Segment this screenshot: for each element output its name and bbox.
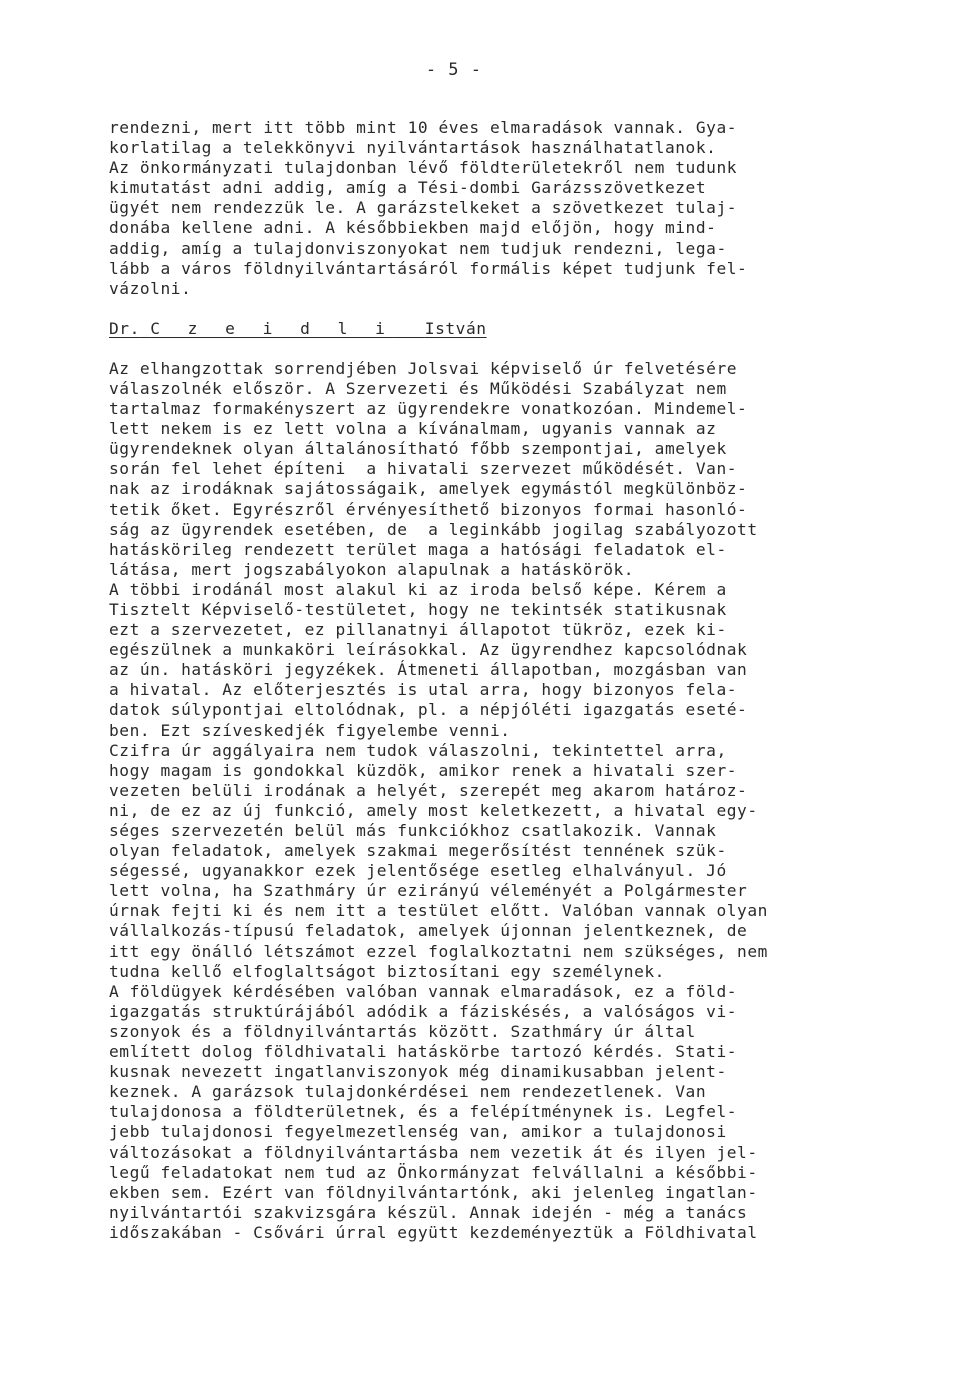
text-line: szonyok és a földnyilvántartás között. Szathmáry úr által [109,1021,696,1041]
speaker-given-name: István [424,318,487,338]
text-line: kusnak nevezett ingatlanviszonyok még dinamikusabban jelent- [109,1062,727,1082]
paragraph-2 [109,359,869,1243]
text-line: időszakában - Csővári úrral együtt kezdeményeztük a Földhivatal [109,1222,758,1242]
speaker-surname: C z e i d l i [150,318,394,338]
text-line: Az elhangzottak sorrendjében Jolsvai képviselő úr felvetésére [109,358,738,378]
text-line: igazgatás struktúrájából adódik a fáziskésés, a valóságos vi- [109,1001,738,1021]
text-line: során fel lehet építeni a hivatali szervezet működését. Van- [109,459,738,479]
text-line: donába kellene adni. A későbbiekben majd előjön, hogy mind- [109,218,717,238]
text-line: vezeten belüli irodának a helyét, szerepét meg akarom határoz- [109,780,748,800]
speaker-heading [109,319,869,339]
text-line: a hivatal. Az előterjesztés is utal arra, hogy bizonyos fela- [109,680,738,700]
text-line: ekben sem. Ezért van földnyilvántartónk, aki jelenleg ingatlan- [109,1182,758,1202]
text-line: nyilvántartói szakvizsgára készül. Annak idején - még a tanács [109,1202,748,1222]
text-line: válaszolnék először. A Szervezeti és Működési Szabályzat nem [109,378,727,398]
page-number [0,60,960,80]
text-line: legű feladatokat nem tud az Önkormányzat felvállalni a későbbi- [109,1162,758,1182]
text-line: ni, de ez az új funkció, amely most keletkezett, a hivatal egy- [109,800,758,820]
text-line: említett dolog földhivatali hatáskörbe tartozó kérdés. Stati- [109,1042,738,1062]
body-text [109,118,869,1243]
text-line: ügyrendeknek olyan általánosítható főbb szempontjai, amelyek [109,439,727,459]
text-line: egészülnek a munkaköri leírásokkal. Az ügyrendhez kapcsolódnak [109,640,748,660]
text-line: vállalkozás-típusú feladatok, amelyek újonnan jelentkeznek, de [109,921,748,941]
text-line: vázolni. [109,278,192,298]
text-line: látása, mert jogszabályokon alapulnak a hatáskörök. [109,559,635,579]
speaker-title: Dr. [109,318,140,338]
text-line: tudna kellő elfoglaltságot biztosítani egy személynek. [109,961,665,981]
text-line: változásokat a földnyilvántartásba nem vezetik át és ilyen jel- [109,1142,758,1162]
text-line: ügyét nem rendezzük le. A garázstelkeket a szövetkezet tulaj- [109,198,738,218]
text-line: az ún. hatásköri jegyzékek. Átmeneti állapotban, mozgásban van [109,660,748,680]
text-line: kimutatást adni addig, amíg a Tési-dombi Garázsszövetkezet [109,178,707,198]
text-line: ezt a szervezetet, ez pillanatnyi állapotot tükröz, ezek ki- [109,620,727,640]
text-line: Tisztelt Képviselő-testületet, hogy ne tekintsék statikusnak [109,599,727,619]
text-line: Az önkormányzati tulajdonban lévő földterületekről nem tudunk [109,158,738,178]
paragraph-gap [109,339,869,359]
text-line: Czifra úr aggályaira nem tudok válaszolni, tekintettel arra, [109,740,727,760]
text-line: lett nekem is ez lett volna a kívánalmam, ugyanis vannak az [109,419,717,439]
text-line: úrnak fejti ki és nem itt a testület előtt. Valóban vannak olyan [109,901,768,921]
text-line: addig, amíg a tulajdonviszonyokat nem tudjuk rendezni, lega- [109,238,727,258]
text-line: tulajdonosa a földterületnek, és a felépítménynek is. Legfel- [109,1102,738,1122]
page-number-text: - 5 - [425,60,482,80]
text-line: itt egy önálló létszámot ezzel foglalkoztatni nem szükséges, nem [109,941,768,961]
text-line: nak az irodáknak sajátosságaik, amelyek egymástól megkülönböz- [109,479,748,499]
text-line: ségessé, ugyanakkor ezek jelentősége esetleg elhalványul. Jó [109,861,727,881]
text-line: hatáskörileg rendezett terület maga a hatósági feladatok el- [109,539,727,559]
text-line: korlatilag a telekkönyvi nyilvántartások használhatatlanok. [109,138,717,158]
text-line: hogy magam is gondokkal küzdök, amikor renek a hivatali szer- [109,760,738,780]
text-line: keznek. A garázsok tulajdonkérdései nem rendezetlenek. Van [109,1082,707,1102]
text-line: datok súlypontjai eltolódnak, pl. a népjóléti igazgatás eseté- [109,700,748,720]
text-line: ben. Ezt szíveskedjék figyelembe venni. [109,720,511,740]
paragraph-gap [109,299,869,319]
text-line: tartalmaz formakényszert az ügyrendekre vonatkozóan. Mindemel- [109,399,748,419]
text-line: séges szervezetén belül más funkciókhoz csatlakozik. Vannak [109,821,717,840]
text-line: A többi irodánál most alakul ki az iroda belső képe. Kérem a [109,579,727,599]
text-line: olyan feladatok, amelyek szakmai megerősítést tennének szük- [109,841,727,861]
text-line: ság az ügyrendek esetében, de a leginkább jogilag szabályozott [109,519,758,539]
paragraph-1 [109,118,869,299]
text-line: lább a város földnyilvántartásáról formális képet tudjunk fel- [109,258,748,278]
text-line: jebb tulajdonosi fegyelmezetlenség van, amikor a tulajdonosi [109,1122,727,1142]
text-line: lett volna, ha Szathmáry úr ezirányú véleményét a Polgármester [109,881,748,901]
text-line: rendezni, mert itt több mint 10 éves elmaradások vannak. Gya- [109,118,738,137]
text-line: A földügyek kérdésében valóban vannak elmaradások, ez a föld- [109,981,738,1001]
text-line: tetik őket. Egyrészről érvényesíthető bizonyos formai hasonló- [109,499,748,519]
